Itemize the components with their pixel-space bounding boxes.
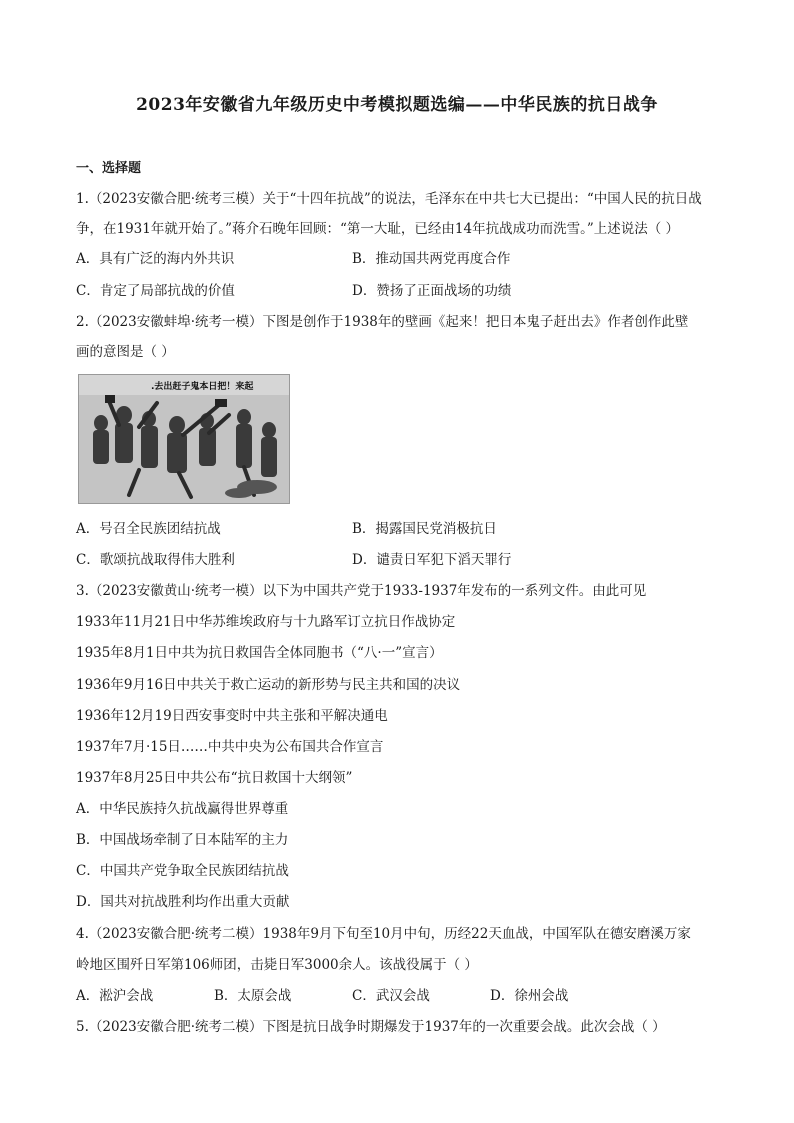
q1-stem-line-2: 争，在1931年就开始了。”蒋介石晚年回顾：“第一大耻，已经由14年抗战成功而洗雪。”上述说法（ ） bbox=[76, 221, 680, 237]
q1-option-a[interactable]: A．具有广泛的海内外共识 bbox=[76, 251, 235, 267]
q3-option-a[interactable]: A．中华民族持久抗战赢得世界尊重 bbox=[76, 801, 289, 817]
q1-option-b[interactable]: B．推动国共两党再度合作 bbox=[352, 251, 511, 267]
q3-document-item: 1937年7月·15日……中共中央为公布国共合作宣言 bbox=[76, 739, 384, 755]
q3-option-c[interactable]: C．中国共产党争取全民族团结抗战 bbox=[76, 863, 289, 879]
q3-stem-line-1: 3.（2023安徽黄山·统考一模）以下为中国共产党于1933-1937年发布的一系列文件。由此可见 bbox=[76, 583, 647, 599]
q1-stem-line-1: 1.（2023安徽合肥·统考三模）关于“十四年抗战”的说法，毛泽东在中共七大已提出：“中国人民的抗日战 bbox=[76, 191, 702, 207]
q3-document-item: 1933年11月21日中华苏维埃政府与十九路军订立抗日作战协定 bbox=[76, 614, 456, 630]
q5-stem-line-1: 5.（2023安徽合肥·统考二模）下图是抗日战争时期爆发于1937年的一次重要会战。此次会战（ ） bbox=[76, 1019, 666, 1035]
section-heading: 一、选择题 bbox=[76, 161, 142, 176]
q1-option-d[interactable]: D．赞扬了正面战场的功绩 bbox=[352, 283, 512, 299]
q4-option-a[interactable]: A．淞沪会战 bbox=[76, 988, 154, 1004]
q1-option-c[interactable]: C．肯定了局部抗战的价值 bbox=[76, 283, 235, 299]
q2-stem-line-1: 2.（2023安徽蚌埠·统考一模）下图是创作于1938年的壁画《起来！把日本鬼子赶出去》作者创作此壁 bbox=[76, 314, 689, 330]
mural-image bbox=[78, 374, 290, 504]
q4-stem-line-1: 4.（2023安徽合肥·统考二模）1938年9月下旬至10月中旬，历经22天血战，中国军队在德安磨溪万家 bbox=[76, 926, 691, 942]
q2-option-b[interactable]: B．揭露国民党消极抗日 bbox=[352, 521, 497, 537]
q4-option-b[interactable]: B．太原会战 bbox=[214, 988, 292, 1004]
q4-option-d[interactable]: D．徐州会战 bbox=[490, 988, 569, 1004]
q3-document-item: 1936年12月19日西安事变时中共主张和平解决通电 bbox=[76, 708, 388, 724]
q3-document-item: 1937年8月25日中共公布“抗日救国十大纲领” bbox=[76, 770, 353, 786]
q3-document-item: 1935年8月1日中共为抗日救国告全体同胞书（“八·一”宣言） bbox=[76, 645, 443, 661]
q2-stem-line-2: 画的意图是（ ） bbox=[76, 344, 175, 360]
q3-document-item: 1936年9月16日中共关于救亡运动的新形势与民主共和国的决议 bbox=[76, 677, 461, 693]
page-title: 2023年安徽省九年级历史中考模拟题选编——中华民族的抗日战争 bbox=[136, 95, 658, 115]
q2-option-d[interactable]: D．谴责日军犯下滔天罪行 bbox=[352, 552, 512, 568]
q2-option-a[interactable]: A．号召全民族团结抗战 bbox=[76, 521, 221, 537]
q3-option-d[interactable]: D．国共对抗战胜利均作出重大贡献 bbox=[76, 894, 290, 910]
q2-option-c[interactable]: C．歌颂抗战取得伟大胜利 bbox=[76, 552, 235, 568]
q4-stem-line-2: 岭地区围歼日军第106师团，击毙日军3000余人。该战役属于（ ） bbox=[76, 957, 478, 973]
mural-caption: .去出赶子鬼本日把！来起 bbox=[151, 382, 254, 392]
q3-option-b[interactable]: B．中国战场牵制了日本陆军的主力 bbox=[76, 832, 289, 848]
q4-option-c[interactable]: C．武汉会战 bbox=[352, 988, 430, 1004]
